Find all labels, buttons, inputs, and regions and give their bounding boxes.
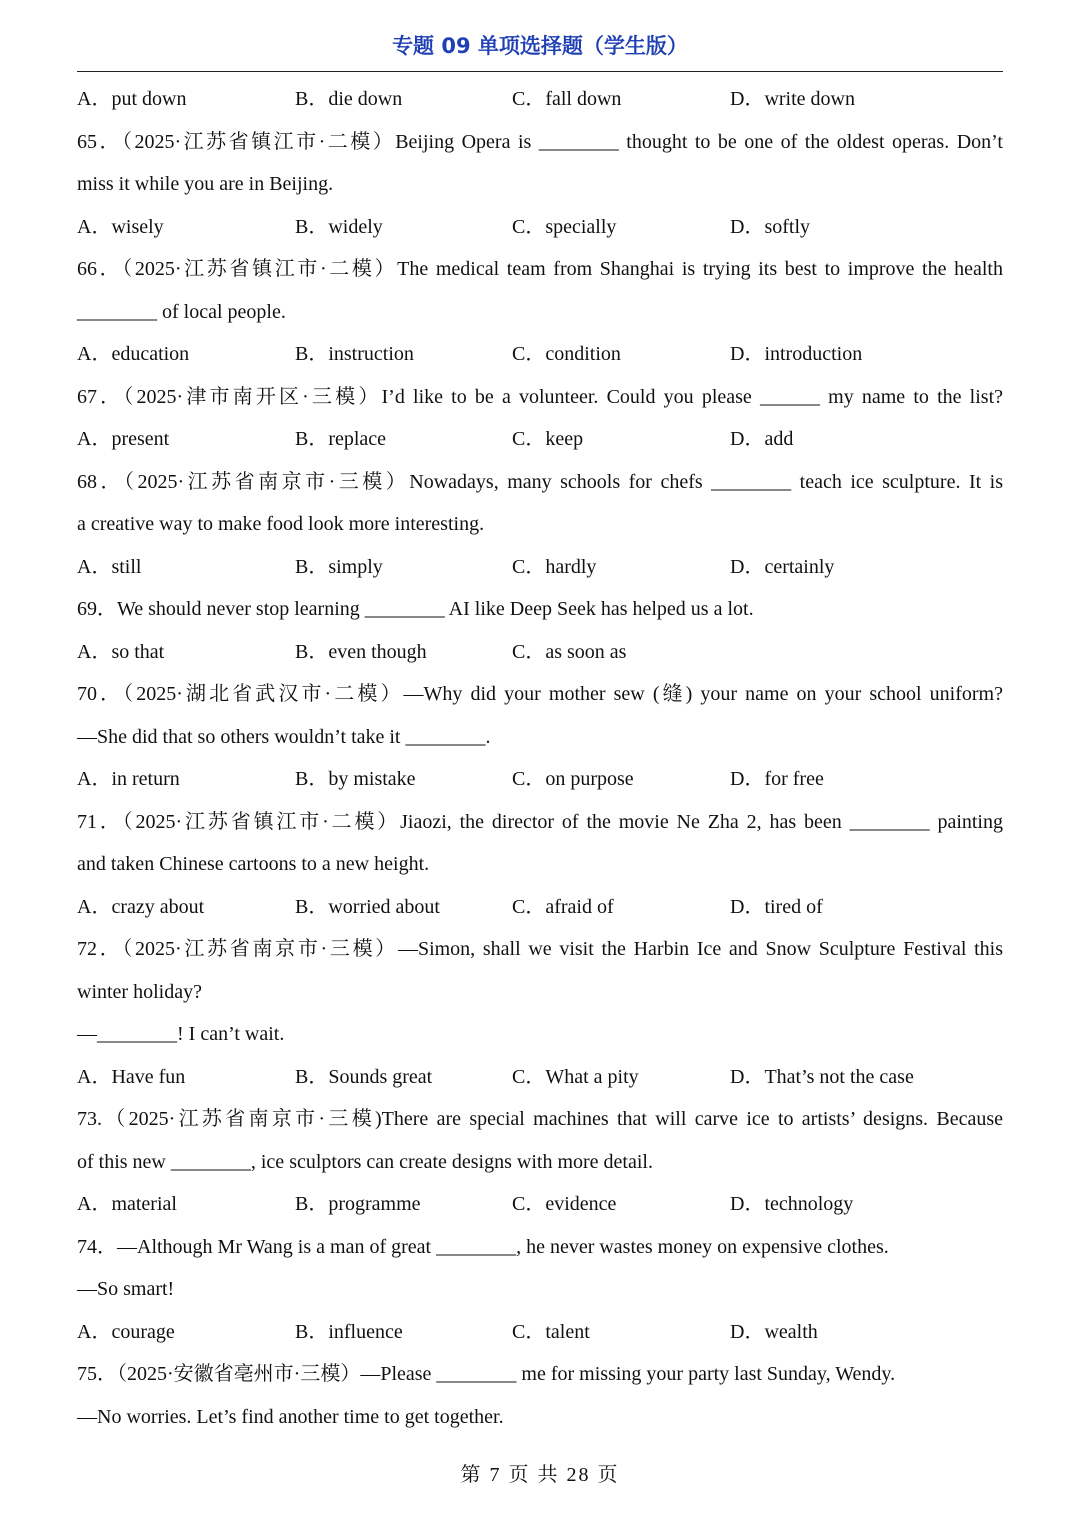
question-text: 70．（2025·湖北省武汉市·二模）—Why did your mother sew (缝) your name on your school uniform? (77, 683, 1003, 705)
answer-option-c: C．on purpose (512, 768, 634, 790)
question-text-continued: 69．We should never stop learning ________ AI like Deep Seek has helped us a lot. (77, 598, 754, 620)
answer-options (77, 78, 1003, 121)
answer-options (77, 1183, 1003, 1226)
answer-option-b: B．die down (295, 88, 403, 110)
answer-option-b: B．even though (295, 640, 427, 663)
question-text: 72．（2025·江苏省南京市·三模）—Simon, shall we visit the Harbin Ice and Snow Sculpture Festival this (77, 938, 1003, 960)
answer-option-b: B．by mistake (295, 768, 416, 790)
question-text-continued: —No worries. Let’s find another time to get together. (77, 1405, 504, 1428)
question-text: 65．（2025·江苏省镇江市·二模）Beijing Opera is ________ thought to be one of the oldest operas. Don’t (77, 130, 1003, 153)
question-text: 73.（2025·江苏省南京市·三模)There are special machines that will carve ice to artists’ designs. Because (77, 1108, 1003, 1130)
answer-option-c: C．condition (512, 343, 621, 365)
page-header-title: 专题 09 单项选择题（学生版） (392, 34, 688, 58)
answer-option-c: C．fall down (512, 88, 622, 110)
answer-option-a: A．so that (77, 640, 165, 663)
question-text-continued: a creative way to make food look more interesting. (77, 513, 485, 535)
answer-options (77, 546, 1003, 589)
answer-option-d: D．technology (730, 1193, 854, 1215)
answer-option-d: D．for free (730, 768, 824, 790)
answer-option-c: C．hardly (512, 555, 597, 578)
answer-options (77, 886, 1003, 929)
question-text-continued: —So smart! (77, 1278, 175, 1300)
answer-option-c: C．as soon as (512, 640, 627, 663)
question-list (77, 78, 1003, 1438)
answer-option-d: D．write down (730, 88, 855, 110)
answer-option-b: B．instruction (295, 343, 414, 365)
answer-option-a: A．still (77, 555, 142, 578)
answer-option-b: B．programme (295, 1193, 421, 1215)
question-text-continued: 74．—Although Mr Wang is a man of great ________, he never wastes money on expensive clothes. (77, 1235, 889, 1258)
question-text-continued: —________! I can’t wait. (77, 1023, 285, 1045)
page-number: 第 7 页 共 28 页 (460, 1464, 620, 1486)
answer-option-d: D．wealth (730, 1320, 818, 1343)
question-text: 67．（2025·津市南开区·三模）I’d like to be a volunteer. Could you please ______ my name to the list? (77, 385, 1003, 408)
answer-option-a: A．material (77, 1193, 177, 1215)
answer-option-c: C．afraid of (512, 895, 614, 918)
question-text: 66．（2025·江苏省镇江市·二模）The medical team from Shanghai is trying its best to improve the health (77, 258, 1003, 280)
answer-option-d: D．certainly (730, 555, 835, 578)
answer-option-b: B．widely (295, 215, 383, 238)
question-text: 71．（2025·江苏省镇江市·二模）Jiaozi, the director of the movie Ne Zha 2, has been ________ painting (77, 810, 1003, 833)
answer-option-a: A．courage (77, 1320, 175, 1343)
answer-option-c: C．talent (512, 1320, 590, 1343)
answer-option-d: D．That’s not the case (730, 1065, 914, 1088)
question-text-continued: of this new ________, ice sculptors can create designs with more detail. (77, 1150, 653, 1173)
answer-option-c: C．What a pity (512, 1065, 639, 1088)
answer-option-d: D．add (730, 428, 794, 450)
answer-option-d: D．tired of (730, 895, 823, 918)
answer-option-c: C．specially (512, 215, 617, 238)
answer-options (77, 631, 1003, 674)
question-text-continued: miss it while you are in Beijing. (77, 173, 334, 195)
question-text: 68．（2025·江苏省南京市·三模）Nowadays, many schools for chefs ________ teach ice sculpture. It is (77, 470, 1003, 493)
answer-option-b: B．influence (295, 1320, 403, 1343)
answer-option-b: B．worried about (295, 895, 440, 918)
answer-option-a: A．wisely (77, 215, 164, 238)
answer-options (77, 758, 1003, 801)
answer-options (77, 418, 1003, 461)
answer-option-a: A．in return (77, 768, 180, 790)
answer-option-c: C．evidence (512, 1193, 617, 1215)
question-text-continued: ________ of local people. (77, 300, 286, 323)
question-text-continued: —She did that so others wouldn’t take it ________. (77, 725, 491, 748)
answer-options (77, 206, 1003, 249)
answer-option-b: B．simply (295, 555, 383, 578)
answer-option-b: B．replace (295, 428, 387, 450)
answer-options (77, 333, 1003, 376)
answer-option-a: A．present (77, 428, 170, 450)
answer-option-c: C．keep (512, 428, 584, 450)
answer-option-d: D．introduction (730, 343, 863, 365)
question-text-continued: 75．（2025·安徽省亳州市·三模）—Please ________ me for missing your party last Sunday, Wendy. (77, 1363, 896, 1385)
question-text-continued: winter holiday? (77, 980, 202, 1003)
answer-option-a: A．crazy about (77, 895, 205, 918)
answer-option-a: A．Have fun (77, 1065, 186, 1088)
answer-option-b: B．Sounds great (295, 1065, 433, 1088)
header-divider (77, 71, 1003, 72)
answer-option-a: A．put down (77, 88, 187, 110)
answer-options (77, 1056, 1003, 1099)
question-text-continued: and taken Chinese cartoons to a new height. (77, 853, 430, 875)
answer-option-d: D．softly (730, 215, 810, 238)
answer-option-a: A．education (77, 343, 190, 365)
answer-options (77, 1311, 1003, 1354)
